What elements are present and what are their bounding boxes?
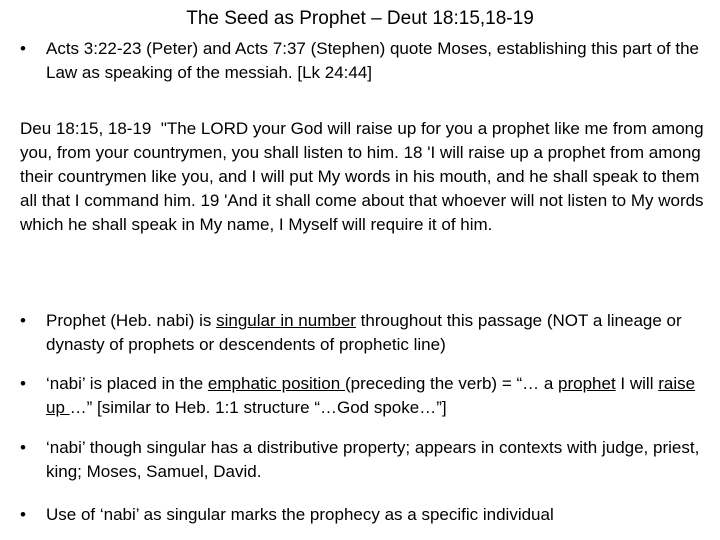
point-emphatic: [20, 372, 710, 420]
text-segment: ‘nabi’ is placed in the: [46, 374, 208, 393]
slide-title: The Seed as Prophet – Deut 18:15,18-19: [186, 8, 534, 29]
intro-bullet: [20, 37, 710, 85]
underlined-phrase: singular in number: [216, 311, 356, 330]
bullet-dot: •: [20, 311, 26, 330]
scripture-passage: [20, 117, 710, 237]
underlined-phrase: prophet: [558, 374, 616, 393]
passage-text: "The LORD your God will raise up for you a prophet like me from among you, from your countrymen, you shall listen to him. 18 'I will raise up a prophet from among their countrymen like you, and I will put My words in his mouth, and he shall speak to them all that I command him. 19 'And it shall come about that whoever will not listen to My words which he shall speak in My name, I Myself will require it of him.: [20, 119, 704, 234]
text-segment: I will: [615, 374, 659, 393]
passage-reference: Deu 18:15, 18-19: [20, 119, 152, 138]
text-segment: throughout this passage (NOT a lineage or dynasty of prophets or descendents of prophetic line): [46, 311, 682, 354]
point-singular-text: [46, 309, 710, 357]
text-segment: Prophet (Heb. nabi) is: [46, 311, 217, 330]
bullet-dot: •: [20, 374, 26, 393]
bullet-dot: •: [20, 505, 26, 524]
text-segment: (preceding the verb) = “… a: [344, 374, 559, 393]
point-emphatic-text: [46, 372, 710, 420]
underlined-phrase: emphatic position: [207, 374, 345, 393]
bullet-dot: •: [20, 39, 26, 58]
text-segment: …” [similar to Heb. 1:1 structure “…God spoke…”]: [69, 398, 447, 417]
point-specific-text: Use of ‘nabi’ as singular marks the prophecy as a specific individual: [46, 505, 554, 524]
intro-bullet-text: Acts 3:22-23 (Peter) and Acts 7:37 (Stephen) quote Moses, establishing this part of the Law as speaking of the messiah. [Lk 24:44]: [46, 39, 699, 82]
point-distributive: [20, 436, 710, 484]
point-singular: [20, 309, 710, 357]
underlined-phrase: raise up: [46, 374, 696, 417]
point-distributive-text: ‘nabi’ though singular has a distributive property; appears in contexts with judge, priest, king; Moses, Samuel, David.: [46, 438, 700, 481]
point-specific: [20, 503, 710, 527]
bullet-dot: •: [20, 438, 26, 457]
